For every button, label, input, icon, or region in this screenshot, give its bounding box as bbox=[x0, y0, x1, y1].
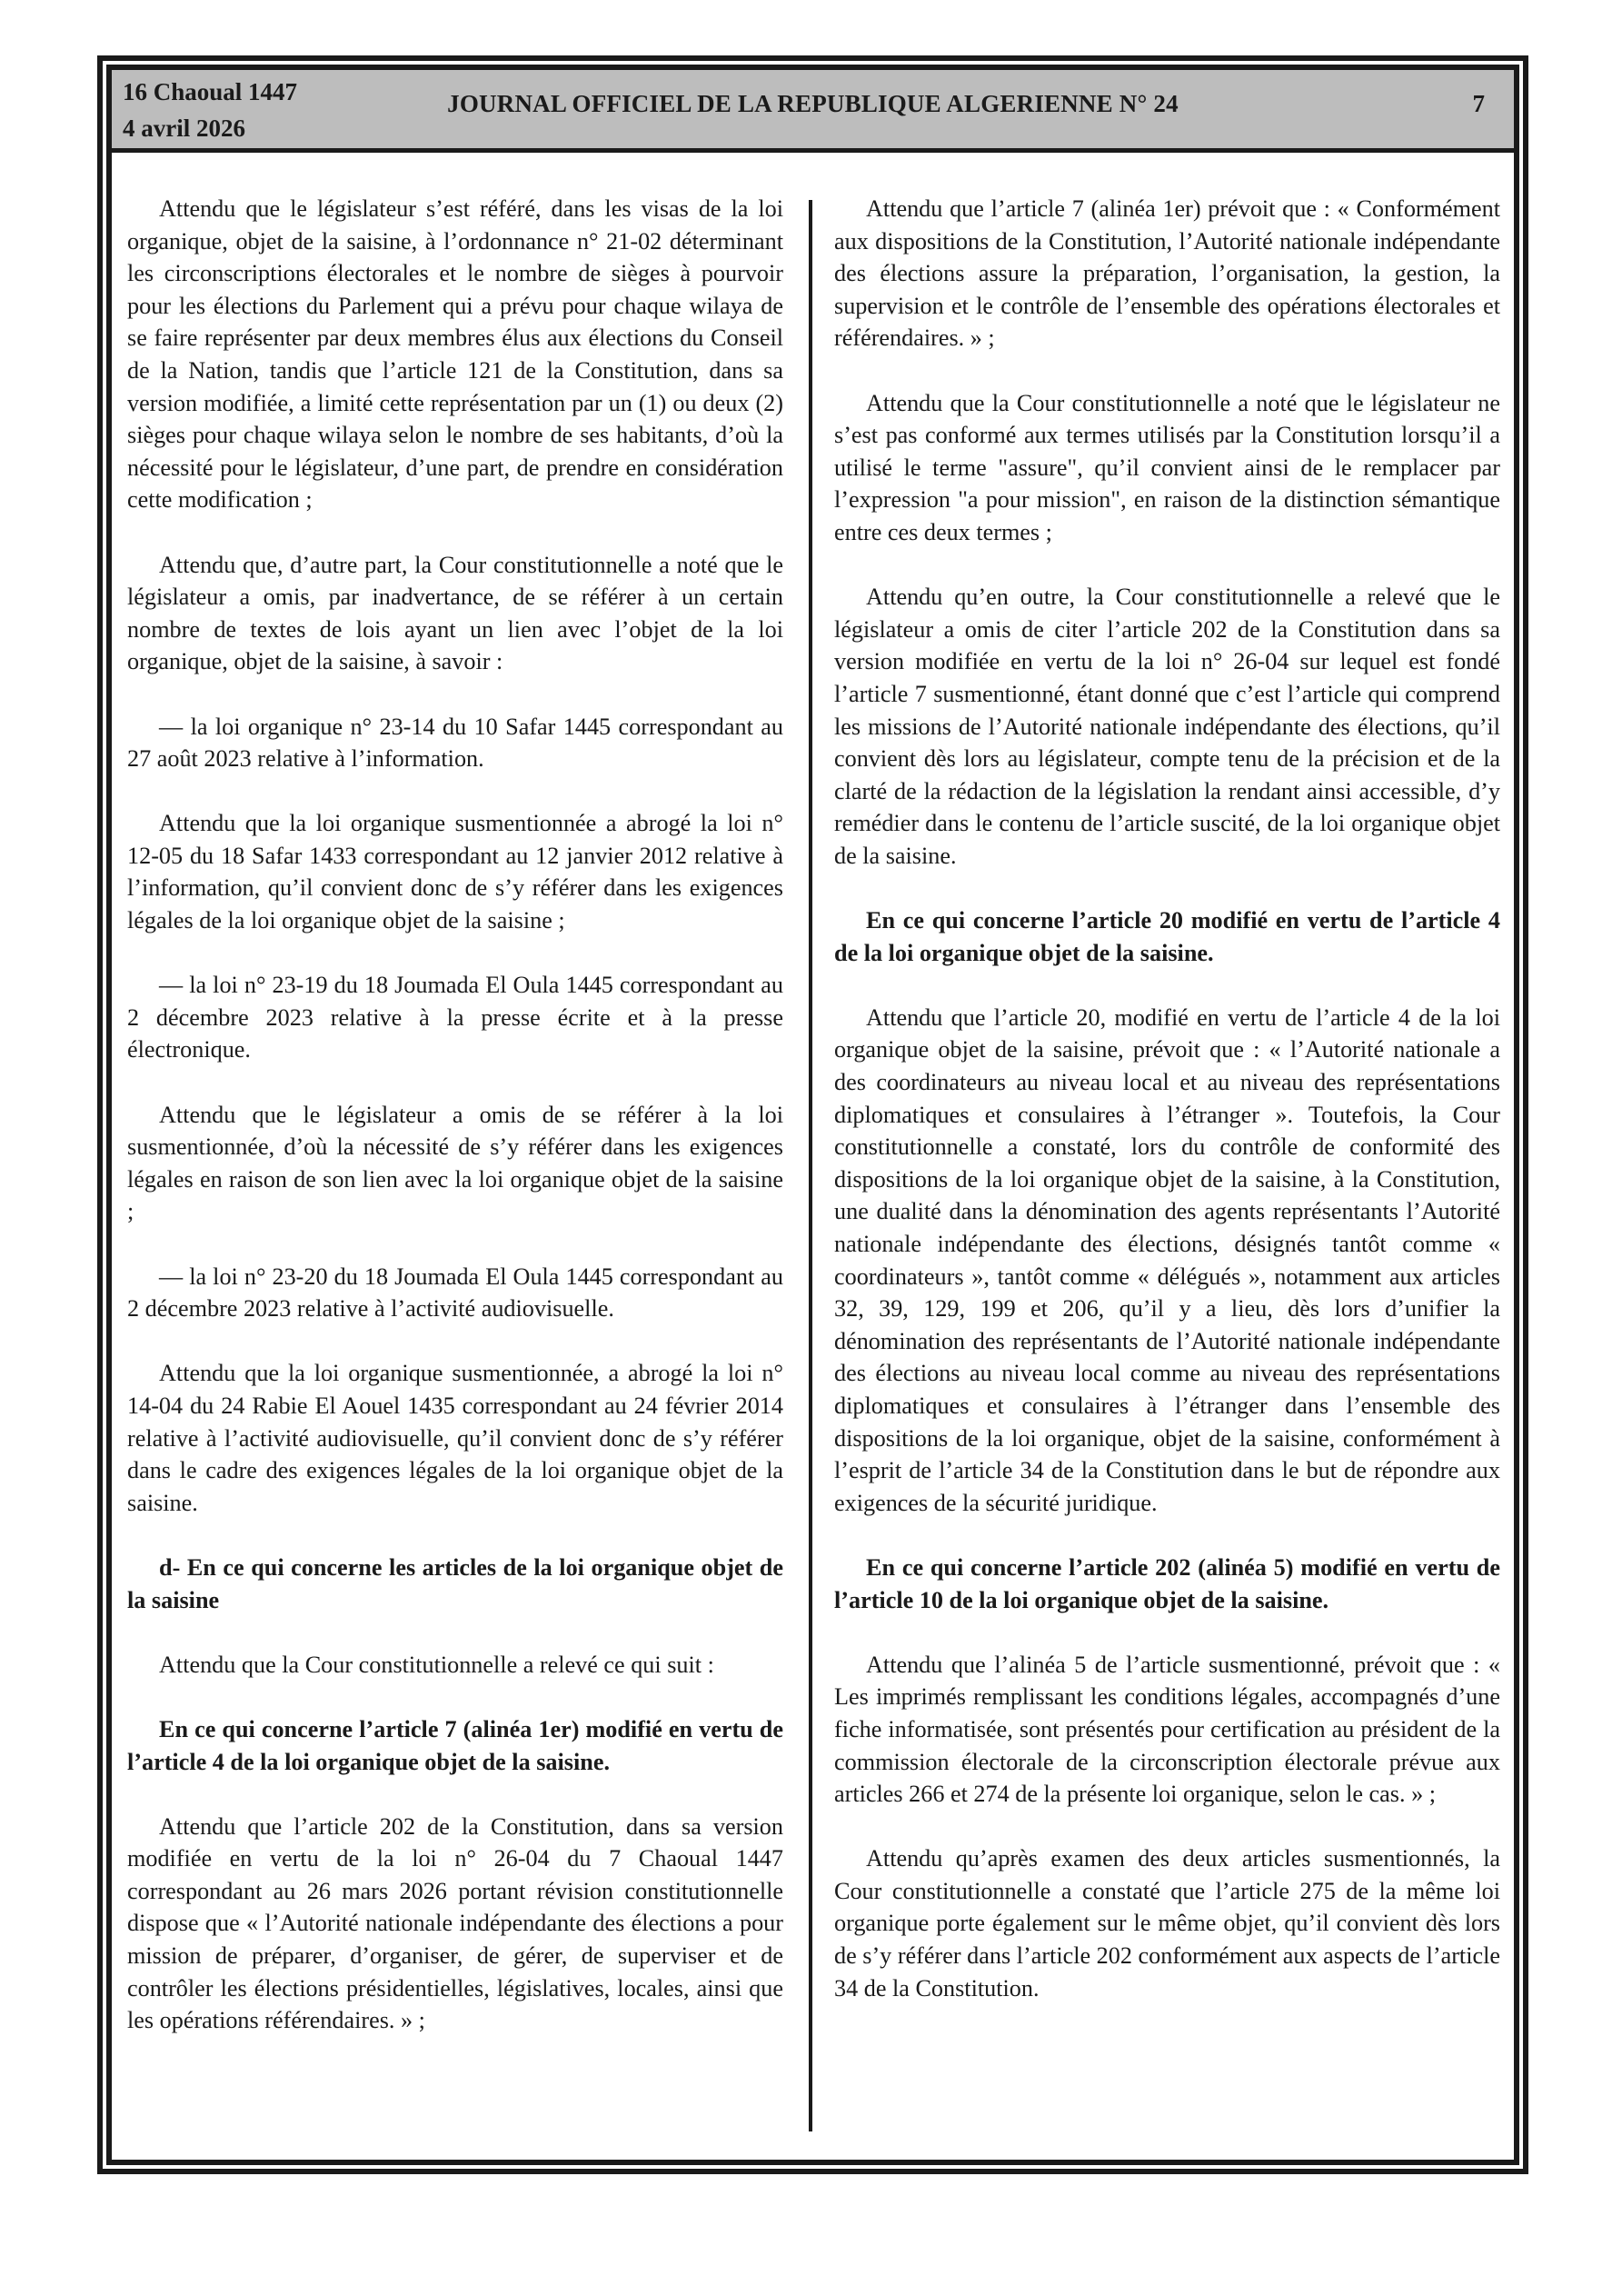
list-item-law: — la loi organique n° 23-14 du 10 Safar 1445 correspondant au 27 août 2023 relative à l’information. bbox=[127, 713, 783, 773]
section-heading: En ce qui concerne l’article 7 (alinéa 1er) modifié en vertu de l’article 4 de la loi organique objet de la saisine. bbox=[127, 1715, 783, 1775]
list-item-law: — la loi n° 23-19 du 18 Joumada El Oula 1445 correspondant au 2 décembre 2023 relative à la presse écrite et à la presse électronique. bbox=[127, 972, 783, 1063]
section-heading: En ce qui concerne l’article 20 modifié en vertu de l’article 4 de la loi organique objet de la saisine. bbox=[834, 907, 1500, 966]
paragraph: Attendu que l’alinéa 5 de l’article susmentionné, prévoit que : « Les imprimés remplissant les conditions légales, accompagnés d’une fiche informatisée, sont présentés pour certification au président de la commission électorale de la circonscription électorale prévue aux articles 266 et 274 de la présente loi organique, selon le cas. » ; bbox=[834, 1651, 1500, 1808]
paragraph: Attendu que le législateur a omis de se référer à la loi susmentionnée, d’où la nécessité de s’y référer dans les exigences légales en raison de son lien avec la loi organique objet de la saisine ; bbox=[127, 1101, 783, 1225]
right-column bbox=[834, 193, 1500, 2037]
column-divider bbox=[809, 200, 812, 2131]
journal-title: JOURNAL OFFICIEL DE LA REPUBLIQUE ALGERIENNE N° 24 bbox=[447, 90, 1179, 117]
left-column bbox=[127, 193, 783, 2069]
header-date-gregorian: 4 avril 2026 bbox=[123, 115, 245, 142]
paragraph: Attendu que, d’autre part, la Cour constitutionnelle a noté que le législateur a omis, par inadvertance, de se référer à un certain nombre de textes de lois ayant un lien avec l’objet de la loi organique, objet de la saisine, à savoir : bbox=[127, 551, 783, 675]
paragraph: Attendu que la loi organique susmentionnée a abrogé la loi n° 12-05 du 18 Safar 1433 correspondant au 12 janvier 2012 relative à l’information, qu’il convient donc de s’y référer dans les exigences légales de la loi organique objet de la saisine ; bbox=[127, 810, 783, 934]
paragraph: Attendu que l’article 7 (alinéa 1er) prévoit que : « Conformément aux dispositions de la Constitution, l’Autorité nationale indépendante des élections assure la préparation, l’organisation, la gestion, la supervision et le contrôle de l’ensemble des opérations électorales et référendaires. » ; bbox=[834, 195, 1500, 352]
list-item-law: — la loi n° 23-20 du 18 Joumada El Oula 1445 correspondant au 2 décembre 2023 relative à l’activité audiovisuelle. bbox=[127, 1263, 783, 1323]
section-heading: En ce qui concerne l’article 202 (alinéa 5) modifié en vertu de l’article 10 de la loi organique objet de la saisine. bbox=[834, 1553, 1500, 1613]
paragraph: Attendu que la Cour constitutionnelle a noté que le législateur ne s’est pas conformé aux termes utilisés par la Constitution lorsqu’il a utilisé le terme "assure", qu’il convient ainsi de le remplacer par l’expression "a pour mission", en raison de la distinction sémantique entre ces deux termes ; bbox=[834, 389, 1500, 545]
paragraph: Attendu que le législateur s’est référé, dans les visas de la loi organique, objet de la saisine, à l’ordonnance n° 21-02 déterminant les circonscriptions électorales et le nombre de sièges à pourvoir pour les élections du Parlement qui a prévu pour chaque wilaya de se faire représenter par deux membres élus aux élections du Conseil de la Nation, tandis que l’article 121 de la Constitution, dans sa version modifiée, a limité cette représentation par un (1) ou deux (2) sièges pour chaque wilaya selon le nombre de ses habitants, d’où la nécessité pour le législateur, d’une part, de prendre en considération cette modification ; bbox=[127, 195, 783, 514]
paragraph: Attendu qu’après examen des deux articles susmentionnés, la Cour constitutionnelle a constaté que l’article 275 de la même loi organique porte également sur le même objet, qu’il convient dès lors de s’y référer dans l’article 202 conformément aux aspects de l’article 34 de la Constitution. bbox=[834, 1845, 1500, 2002]
page-number: 7 bbox=[1472, 90, 1485, 117]
paragraph: Attendu qu’en outre, la Cour constitutionnelle a relevé que le législateur a omis de citer l’article 202 de la Constitution dans sa version modifiée en vertu de la loi n° 26-04 sur lequel est fondé l’article 7 susmentionné, étant donné que c’est l’article qui comprend les missions de l’Autorité nationale indépendante des élections, qu’il convient dès lors au législateur, compte tenu de la précision et de la clarté de la rédaction de la législation la rendant ainsi accessible, d’y remédier dans le contenu de l’article suscité, de la loi organique objet de la saisine. bbox=[834, 584, 1500, 869]
page-header bbox=[112, 70, 1514, 153]
paragraph: Attendu que l’article 20, modifié en vertu de l’article 4 de la loi organique objet de la saisine, prévoit que : « l’Autorité nationale a des coordinateurs au niveau local et au niveau des représentations diplomatiques et consulaires à l’étranger ». Toutefois, la Cour constitutionnelle a constaté, lors du contrôle de conformité des dispositions de la loi organique objet de la saisine, à la Constitution, une dualité dans la dénomination des agents représentants l’Autorité nationale indépendante des élections, désignés tantôt comme « coordinateurs », tantôt comme « délégués », notamment aux articles 32, 39, 129, 199 et 206, qu’il y a lieu, dès lors d’unifier la dénomination des représentants de l’Autorité nationale indépendante des élections au niveau local comme au niveau des représentations diplomatiques et consulaires à l’étranger dans l’ensemble des dispositions de la loi organique, objet de la saisine, conformément à l’esprit de l’article 34 de la Constitution dans le but de répondre aux exigences de la sécurité juridique. bbox=[834, 1003, 1500, 1516]
header-date-hijri: 16 Chaoual 1447 bbox=[123, 78, 298, 105]
paragraph: Attendu que la Cour constitutionnelle a relevé ce qui suit : bbox=[159, 1651, 714, 1678]
paragraph: Attendu que l’article 202 de la Constitution, dans sa version modifiée en vertu de la loi n° 26-04 du 7 Chaoual 1447 correspondant au 26 mars 2026 portant révision constitutionnelle dispose que « l’Autorité nationale indépendante des élections a pour mission de préparer, d’organiser, de gérer, de superviser et de contrôler les élections présidentielles, législatives, locales, ainsi que les opérations référendaires. » ; bbox=[127, 1812, 783, 2034]
paragraph: Attendu que la loi organique susmentionnée, a abrogé la loi n° 14-04 du 24 Rabie El Aouel 1435 correspondant au 24 février 2014 relative à l’activité audiovisuelle, qu’il convient donc de s’y référer dans le cadre des exigences légales de la loi organique objet de la saisine. bbox=[127, 1360, 783, 1516]
section-heading: d- En ce qui concerne les articles de la loi organique objet de la saisine bbox=[127, 1553, 783, 1613]
